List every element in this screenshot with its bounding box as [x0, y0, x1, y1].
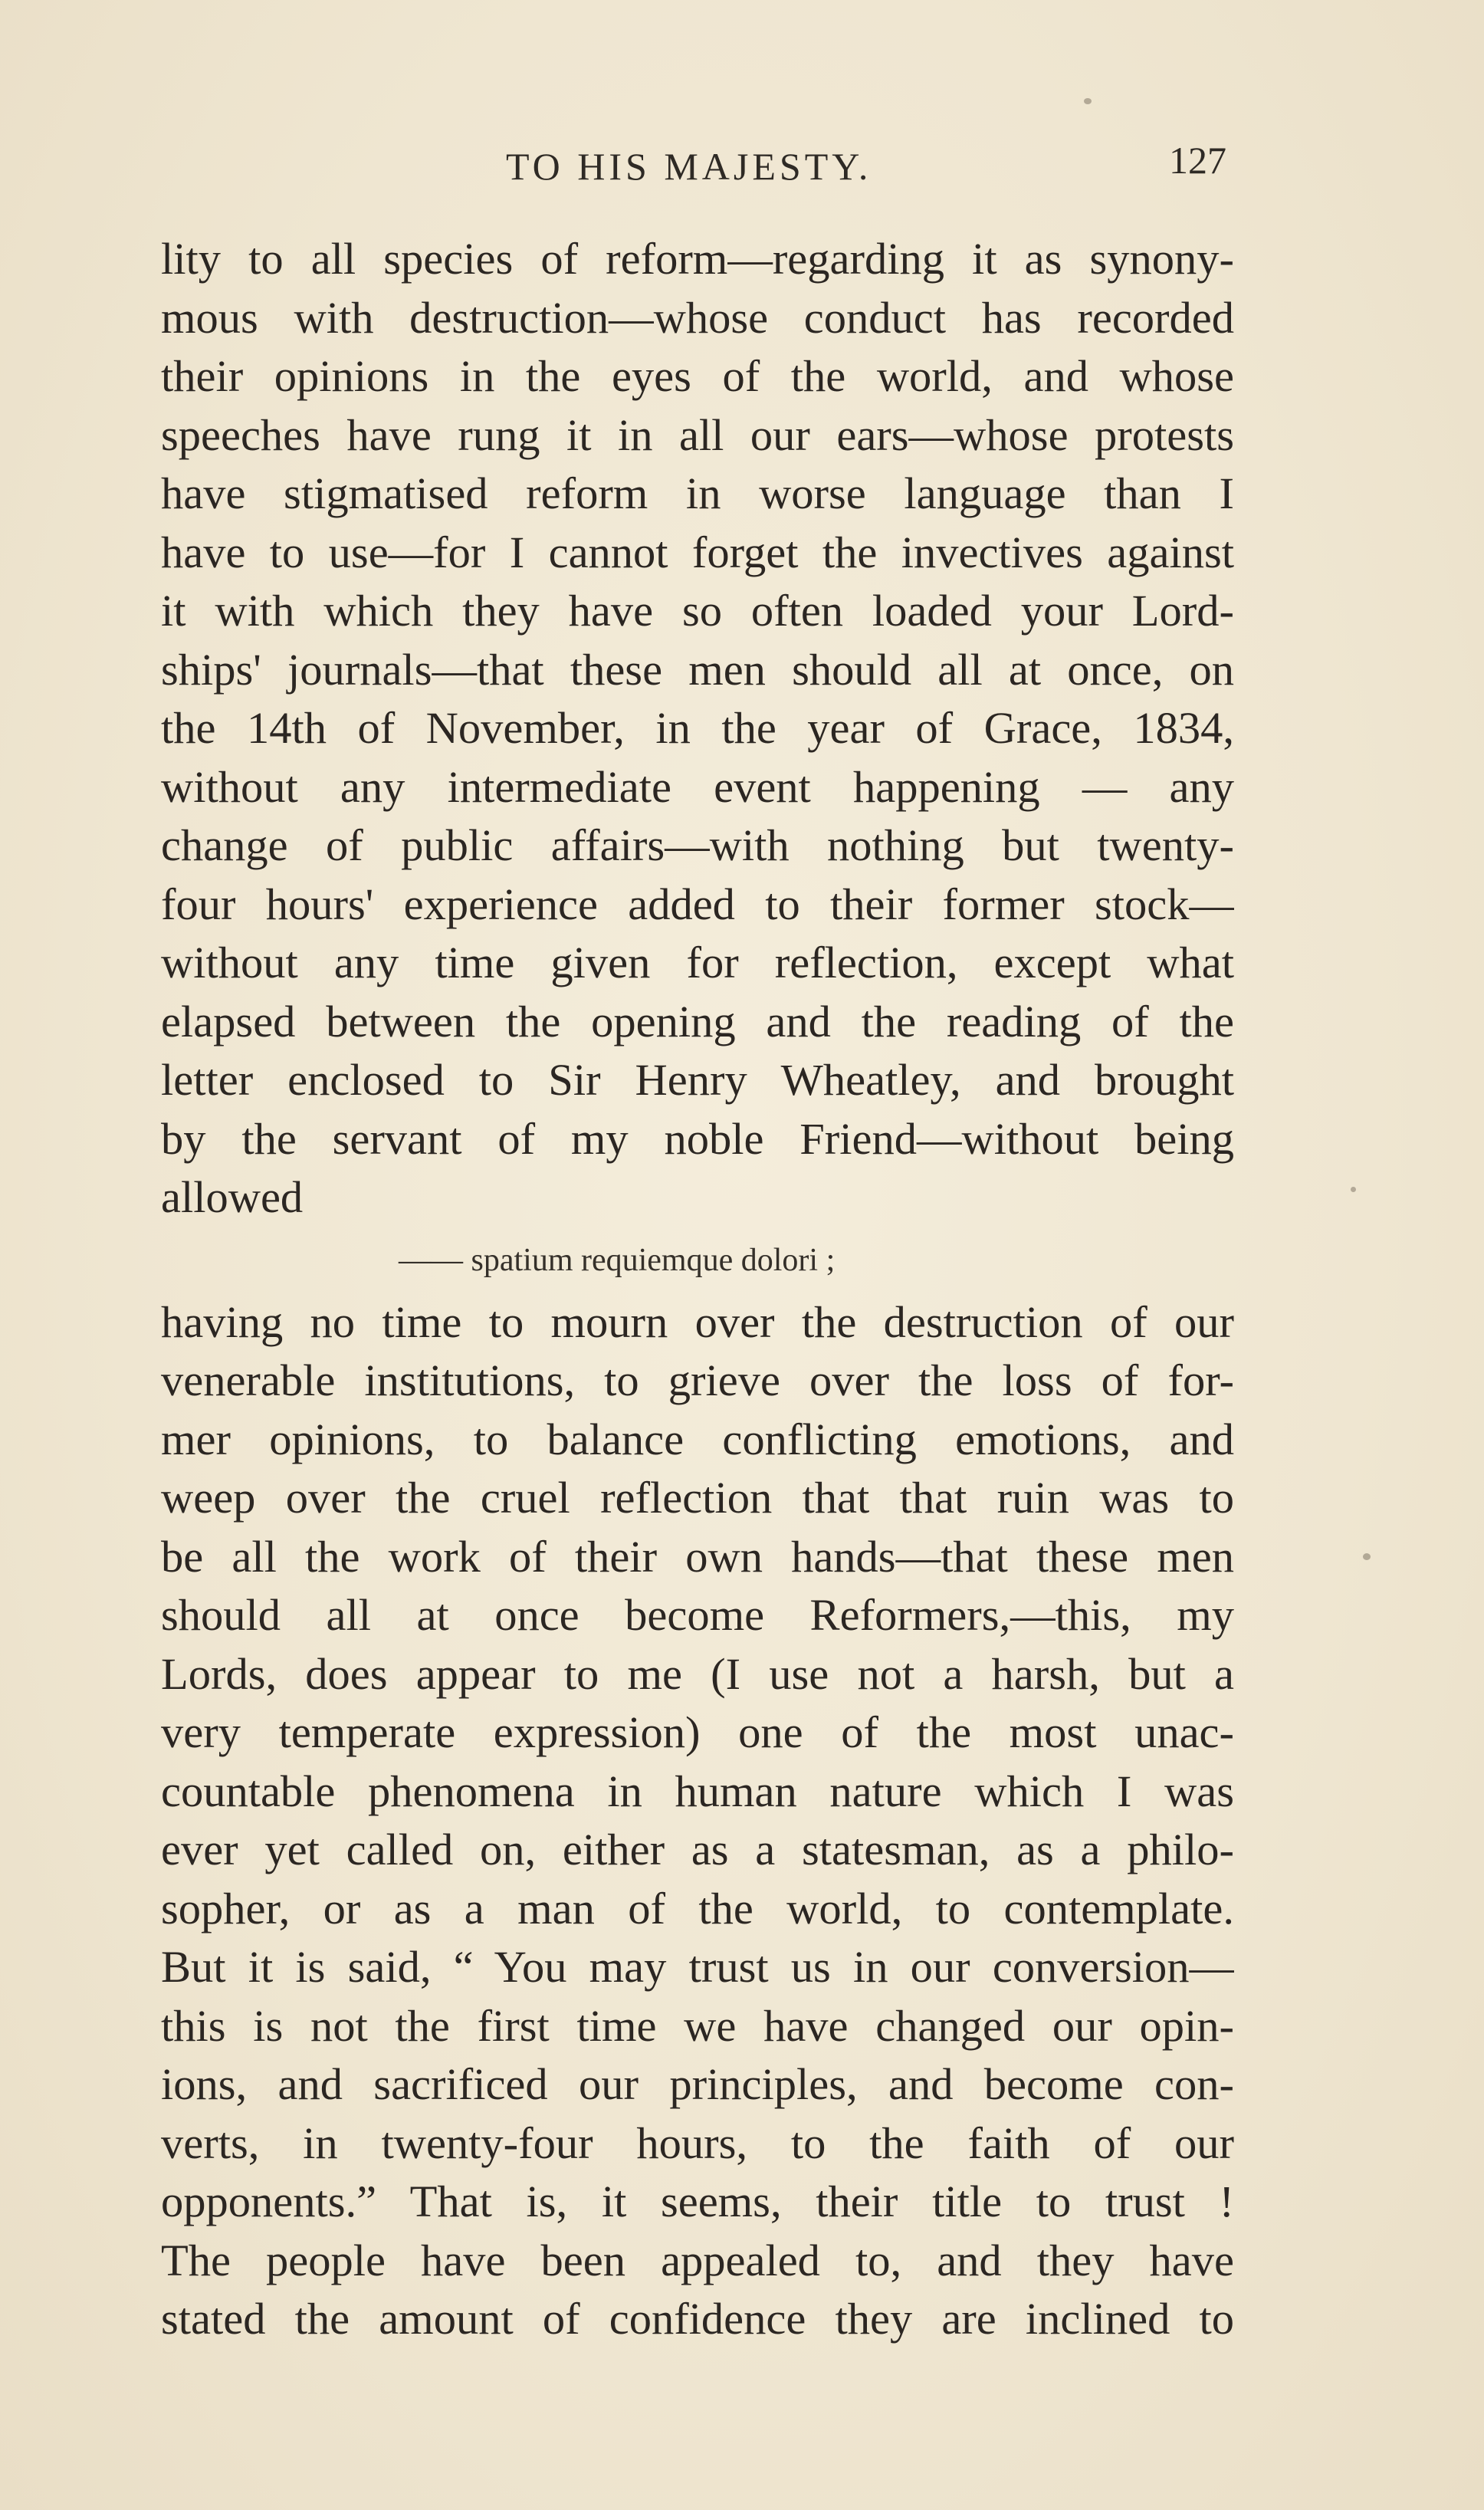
text-line: Lords, does appear to me (I use not a harsh, but a	[161, 1648, 1234, 1699]
text-line: allowed	[161, 1172, 304, 1222]
text-line: lity to all species of reform—regarding it as synony-	[161, 234, 1234, 284]
text-line: it with which they have so often loaded your Lord-	[161, 586, 1234, 636]
text-line: by the servant of my noble Friend—without being	[161, 1113, 1234, 1164]
text-line: mous with destruction—whose conduct has recorded	[161, 292, 1234, 343]
text-line: countable phenomena in human nature which I was	[161, 1766, 1234, 1816]
text-line: very temperate expression) one of the most unac-	[161, 1707, 1234, 1757]
text-line: speeches have rung it in all our ears—whose protests	[161, 409, 1234, 460]
page-header	[161, 139, 1234, 198]
body-text	[161, 230, 1234, 2349]
ink-speck	[1363, 1553, 1371, 1560]
text-line: four hours' experience added to their former stock—	[161, 879, 1234, 929]
text-line: But it is said, “ You may trust us in our conversion—	[161, 1942, 1234, 1992]
text-line: without any time given for reflection, except what	[161, 938, 1234, 987]
text-line: ions, and sacrificed our principles, and become con-	[161, 2059, 1234, 2109]
text-line: should all at once become Reformers,—this, my	[161, 1590, 1234, 1640]
text-line: change of public affairs—with nothing but twenty-	[161, 820, 1234, 870]
ink-speck	[1084, 98, 1092, 104]
text-line: without any intermediate event happening — any	[161, 761, 1234, 812]
text-line: verts, in twenty-four hours, to the faith of our	[161, 2117, 1234, 2168]
running-head: TO HIS MAJESTY.	[506, 145, 872, 188]
text-line: opponents.” That is, it seems, their title to trust !	[161, 2177, 1234, 2226]
text-line: having no time to mourn over the destruction of our	[161, 1296, 1234, 1347]
text-line: ships' journals—that these men should all at once, on	[161, 644, 1234, 695]
text-line: this is not the first time we have changed our opin-	[161, 2000, 1234, 2051]
text-line: ever yet called on, either as a statesman, as a philo-	[161, 1825, 1234, 1874]
text-line: letter enclosed to Sir Henry Wheatley, and brought	[161, 1055, 1234, 1105]
paragraph-1	[161, 230, 1234, 1227]
text-line: stated the amount of confidence they are inclined to	[161, 2294, 1234, 2344]
ink-speck	[1351, 1187, 1356, 1192]
text-line: The people have been appealed to, and they have	[161, 2235, 1234, 2285]
text-line: have stigmatised reform in worse language than I	[161, 468, 1234, 518]
text-line: venerable institutions, to grieve over the loss of for-	[161, 1355, 1234, 1405]
text-line: weep over the cruel reflection that that ruin was to	[161, 1473, 1234, 1523]
text-line: mer opinions, to balance conflicting emotions, and	[161, 1414, 1234, 1464]
text-line: elapsed between the opening and the reading of the	[161, 996, 1234, 1046]
text-line: have to use—for I cannot forget the invectives against	[161, 527, 1234, 577]
text-line: be all the work of their own hands—that these men	[161, 1531, 1234, 1582]
text-line: the 14th of November, in the year of Grace, 1834,	[161, 703, 1234, 753]
text-line: their opinions in the eyes of the world, and whose	[161, 351, 1234, 401]
text-line: sopher, or as a man of the world, to contemplate.	[161, 1883, 1234, 1933]
page-number: 127	[1169, 139, 1226, 182]
latin-quotation: —— spatium requiemque dolori ;	[399, 1242, 836, 1278]
paragraph-2	[161, 1293, 1234, 2349]
